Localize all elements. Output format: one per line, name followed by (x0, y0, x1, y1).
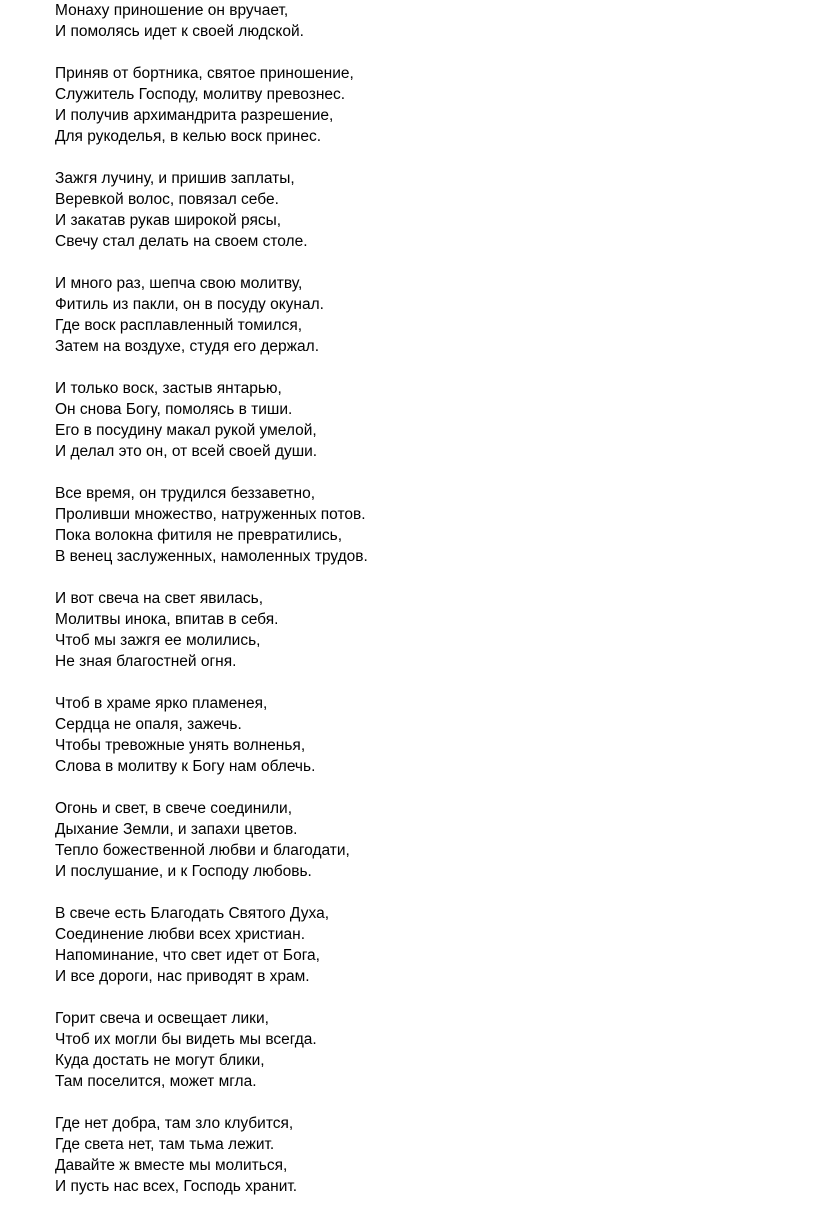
poem-line: Где света нет, там тьма лежит. (55, 1136, 275, 1153)
poem-line: Проливши множество, натруженных потов. (55, 506, 366, 523)
poem-stanza (55, 63, 775, 147)
poem-stanza (55, 378, 775, 462)
poem-line: Для рукоделья, в келью воск принес. (55, 128, 322, 145)
poem-body (55, 0, 775, 1218)
poem-line: И послушание, и к Господу любовь. (55, 863, 312, 880)
poem-line: Приняв от бортника, святое приношение, (55, 65, 354, 82)
poem-line: Напоминание, что свет идет от Бога, (55, 947, 320, 964)
poem-line: Там поселится, может мгла. (55, 1073, 257, 1090)
poem-line: Куда достать не могут блики, (55, 1052, 265, 1069)
poem-line: Монаху приношение он вручает, (55, 2, 289, 19)
poem-line: И вот свеча на свет явилась, (55, 590, 264, 607)
poem-line: Затем на воздухе, студя его держал. (55, 338, 319, 355)
poem-line: И только воск, застыв янтарью, (55, 380, 282, 397)
poem-line: Сердца не опаля, зажечь. (55, 716, 242, 733)
poem-line: И все дороги, нас приводят в храм. (55, 968, 310, 985)
poem-line: Фитиль из пакли, он в посуду окунал. (55, 296, 324, 313)
poem-line: Он снова Богу, помолясь в тиши. (55, 401, 293, 418)
poem-stanza (55, 0, 775, 42)
poem-line: В венец заслуженных, намоленных трудов. (55, 548, 368, 565)
poem-line: Не зная благостней огня. (55, 653, 237, 670)
poem-line: Служитель Господу, молитву превознес. (55, 86, 346, 103)
poem-line: Чтоб их могли бы видеть мы всегда. (55, 1031, 317, 1048)
poem-line: Молитвы инока, впитав в себя. (55, 611, 279, 628)
poem-line: Слова в молитву к Богу нам облечь. (55, 758, 316, 775)
poem-line: Тепло божественной любви и благодати, (55, 842, 350, 859)
poem-line: Чтобы тревожные унять волненья, (55, 737, 306, 754)
poem-line: Зажгя лучину, и пришив заплаты, (55, 170, 295, 187)
poem-line: Соединение любви всех христиан. (55, 926, 306, 943)
poem-stanza (55, 483, 775, 567)
poem-line: И пусть нас всех, Господь хранит. (55, 1178, 298, 1195)
poem-line: И делал это он, от всей своей души. (55, 443, 318, 460)
poem-line: И помолясь идет к своей людской. (55, 23, 304, 40)
poem-line: Свечу стал делать на своем столе. (55, 233, 308, 250)
poem-line: Где нет добра, там зло клубится, (55, 1115, 294, 1132)
poem-line: Огонь и свет, в свече соединили, (55, 800, 293, 817)
poem-line: Его в посудину макал рукой умелой, (55, 422, 317, 439)
poem-line: И много раз, шепча свою молитву, (55, 275, 303, 292)
poem-stanza (55, 693, 775, 777)
poem-line: Дыхание Земли, и запахи цветов. (55, 821, 298, 838)
poem-stanza (55, 588, 775, 672)
poem-stanza (55, 273, 775, 357)
poem-stanza (55, 1113, 775, 1197)
poem-stanza (55, 798, 775, 882)
poem-line: В свече есть Благодать Святого Духа, (55, 905, 329, 922)
poem-line: И получив архимандрита разрешение, (55, 107, 334, 124)
poem-line: Веревкой волос, повязал себе. (55, 191, 279, 208)
poem-line: Пока волокна фитиля не превратились, (55, 527, 343, 544)
poem-stanza (55, 168, 775, 252)
poem-line: Горит свеча и освещает лики, (55, 1010, 269, 1027)
poem-line: Чтоб мы зажгя ее молились, (55, 632, 261, 649)
poem-line: Где воск расплавленный томился, (55, 317, 303, 334)
poem-stanza (55, 1008, 775, 1092)
poem-line: Чтоб в храме ярко пламенея, (55, 695, 268, 712)
poem-stanza (55, 903, 775, 987)
poem-line: Давайте ж вместе мы молиться, (55, 1157, 288, 1174)
poem-line: Все время, он трудился беззаветно, (55, 485, 316, 502)
poem-line: И закатав рукав широкой рясы, (55, 212, 282, 229)
